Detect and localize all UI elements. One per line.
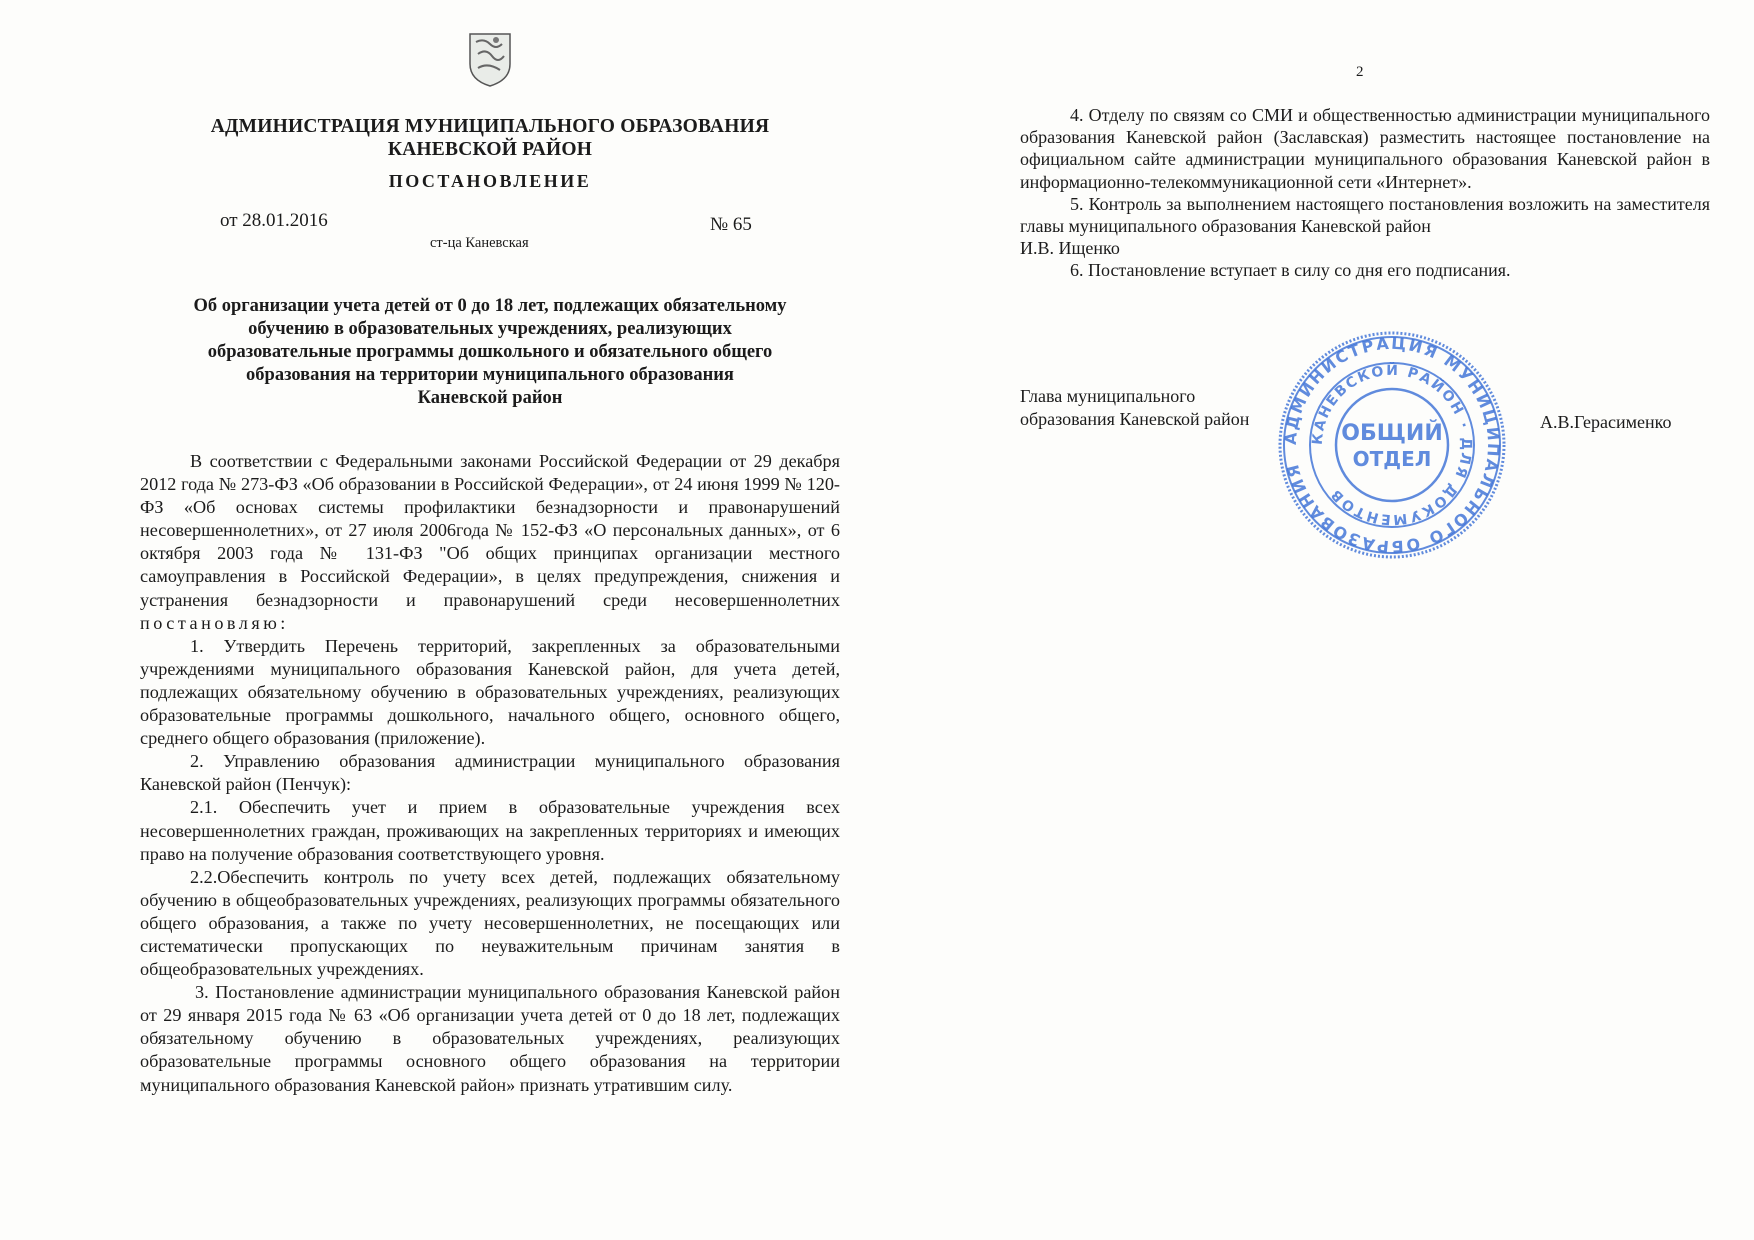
subject-line: Об организации учета детей от 0 до 18 лет, подлежащих обязательному [193,296,787,316]
issuer-header [140,115,840,161]
document-number: № 65 [710,214,752,235]
item-5-name: И.В. Ищенко [1020,238,1120,259]
stamp-center-line-2: ОТДЕЛ [1352,447,1432,471]
item-3: 3. Постановление администрации муниципального образования Каневской район от 29 января 2015 года № 63 «Об организации учета детей от 0 до 18 лет, подлежащих обязательному обучению в образовательных учреждениях, реализующих образовательные программы основного общего образования на территории муниципального образования Каневской район» признать утратившим силу. [140,982,840,1095]
signatory-role-line-1: Глава муниципального [1020,386,1196,406]
document-date: от 28.01.2016 [220,210,328,231]
item-1: 1. Утвердить Перечень территорий, закрепленных за образовательными учреждениями муниципального образования Каневской район, для учета детей, подлежащих обязательному обучению в образовательных учреждениях, реализующих образовательные программы дошкольного, начального общего, основного общего, среднего общего образования (приложение). [140,635,840,749]
stamp-inner-text: КАНЕВСКОЙ РАЙОН · ДЛЯ ДОКУМЕНТОВ [1309,362,1475,528]
document-place: ст-ца Каневская [430,235,529,251]
issuer-line-1: АДМИНИСТРАЦИЯ МУНИЦИПАЛЬНОГО ОБРАЗОВАНИЯ [210,116,770,137]
item-5: 5. Контроль за выполнением настоящего постановления возложить на заместителя главы муниципального образования Каневской район [1020,193,1710,237]
coat-of-arms-emblem [466,30,514,88]
stamp-center-line-1: ОБЩИЙ [1341,421,1443,446]
item-2-2: 2.2.Обеспечить контроль по учету всех детей, подлежащих обязательному обучению в общеобразовательных учреждениях, реализующих программы обязательного общего образования, а также по учету несовершеннолетних, не посещающих или систематически пропускающих по неуважительным причинам занятия в общеобразовательных учреждениях. [140,866,840,980]
signatory-role-line-2: образования Каневской район [1020,409,1250,429]
subject-line: образования на территории муниципального образования [246,365,734,385]
item-6: 6. Постановление вступает в силу со дня его подписания. [1070,260,1511,281]
page-2-body [1020,104,1710,282]
document-subject [140,295,840,410]
preamble-paragraph [140,450,840,635]
document-type: ПОСТАНОВЛЕНИЕ [388,171,592,191]
item-2: 2. Управлению образования администрации муниципального образования Каневской район (Пенчук): [140,751,840,795]
signatory-name: А.В.Герасименко [1540,412,1672,432]
issuer-line-2: КАНЕВСКОЙ РАЙОН [387,139,593,160]
page-number: 2 [1356,64,1364,80]
decree-word: постановляю: [140,612,289,633]
subject-line: обучению в образовательных учреждениях, реализующих [248,319,732,339]
item-2-1: 2.1. Обеспечить учет и прием в образовательные учреждения всех несовершеннолетних граждан, проживающих на закрепленных территориях и имеющих право на получение образования соответствующего уровня. [140,797,840,864]
preamble-text: В соответствии с Федеральными законами Российской Федерации от 29 декабря 2012 года № 273-ФЗ «Об образовании в Российской Федерации», от 24 июня 1999 № 120-ФЗ «Об основах системы профилактики безнадзорности и правонарушений несовершеннолетних», от 27 июля 2006года № 152-ФЗ «О персональных данных», от 6 октября 2003 года № 131-ФЗ "Об общих принципах организации местного самоуправления в Российской Федерации», в целях предупреждения, снижения и устранения безнадзорности и правонарушений среди несовершеннолетних [140,451,840,610]
subject-line: Каневской район [417,388,563,408]
official-stamp-seal [1275,330,1510,560]
document-body [140,450,840,1097]
item-4: 4. Отделу по связям со СМИ и общественностью администрации муниципального образования Каневской район (Заславская) разместить настоящее постановление на официальном сайте администрации муниципального образования Каневской район в информационно-телекоммуникационной сети «Интернет». [1020,105,1710,192]
stamp-outer-text: АДМИНИСТРАЦИЯ МУНИЦИПАЛЬНОГО ОБРАЗОВАНИЯ [1280,333,1504,557]
subject-line: образовательные программы дошкольного и обязательного общего [207,342,773,362]
signatory-role [1020,385,1249,431]
